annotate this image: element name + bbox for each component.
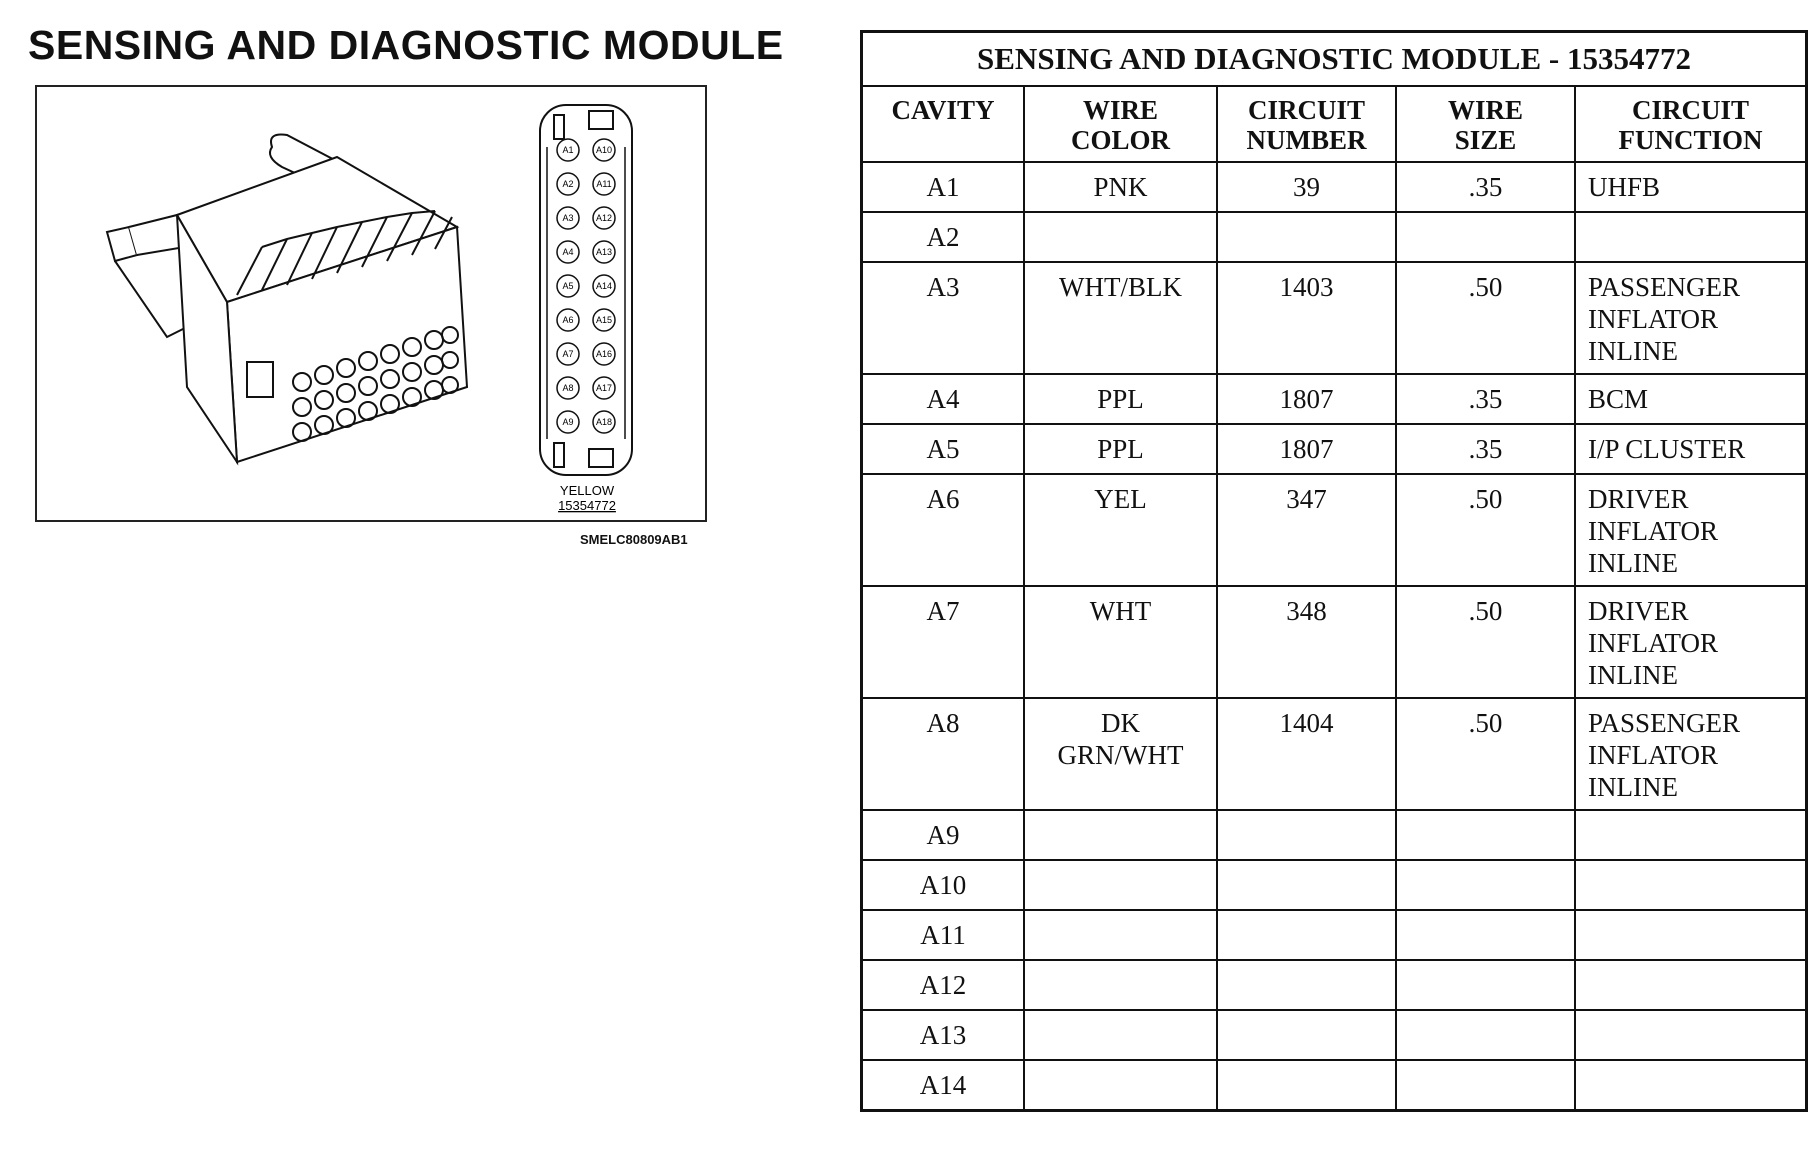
cell-circuit-number: 347 (1217, 474, 1396, 586)
pin-a10-label: A10 (595, 145, 613, 155)
cell-cavity: A1 (862, 162, 1025, 212)
cell-wire-color (1024, 212, 1217, 262)
cell-circuit-function (1575, 960, 1807, 1010)
header-cavity: CAVITY (862, 86, 1025, 162)
header-wire-size (1396, 86, 1575, 162)
pin-a9-label: A9 (562, 417, 574, 427)
pin-a3 (557, 207, 579, 229)
cell-circuit-function: DRIVER INFLATOR INLINE (1575, 474, 1807, 586)
header-wire-size-text: WIRE SIZE (1447, 95, 1523, 155)
cell-circuit-number: 1807 (1217, 374, 1396, 424)
pin-a17 (593, 377, 615, 399)
pin-a11-label: A11 (596, 179, 612, 189)
cell-cavity: A12 (862, 960, 1025, 1010)
cell-wire-size (1396, 910, 1575, 960)
cell-circuit-number (1217, 910, 1396, 960)
table-row (862, 1060, 1807, 1111)
table-row (862, 960, 1807, 1010)
cell-wire-color (1024, 910, 1217, 960)
cell-wire-color: DK GRN/WHT (1024, 698, 1217, 810)
cell-circuit-number: 348 (1217, 586, 1396, 698)
cell-circuit-function (1575, 860, 1807, 910)
pin-a2-label: A2 (562, 179, 574, 189)
cell-wire-color: WHT/BLK (1024, 262, 1217, 374)
cell-circuit-function (1575, 212, 1807, 262)
cell-wire-size (1396, 960, 1575, 1010)
pin-a14-label: A14 (595, 281, 613, 291)
cell-wire-size: .35 (1396, 162, 1575, 212)
cell-circuit-number: 1403 (1217, 262, 1396, 374)
cell-wire-size: .50 (1396, 474, 1575, 586)
cell-circuit-function: PASSENGER INFLATOR INLINE (1575, 698, 1807, 810)
cell-cavity: A11 (862, 910, 1025, 960)
pin-a6-label: A6 (562, 315, 574, 325)
cell-circuit-function: DRIVER INFLATOR INLINE (1575, 586, 1807, 698)
connector-color-label: YELLOW (559, 483, 615, 498)
pin-a2 (557, 173, 579, 195)
cell-cavity: A9 (862, 810, 1025, 860)
table-row (862, 698, 1807, 810)
table-row (862, 860, 1807, 910)
table-row (862, 810, 1807, 860)
pin-a1-label: A1 (562, 145, 574, 155)
cell-wire-color (1024, 960, 1217, 1010)
cell-cavity: A13 (862, 1010, 1025, 1060)
cell-wire-size: .35 (1396, 374, 1575, 424)
header-wire-color (1024, 86, 1217, 162)
table-row (862, 262, 1807, 374)
cell-wire-color: WHT (1024, 586, 1217, 698)
table-row (862, 586, 1807, 698)
connector-pinout-table (860, 30, 1808, 1112)
header-circuit-number (1217, 86, 1396, 162)
cell-wire-color: PNK (1024, 162, 1217, 212)
pin-column-a10-a18 (593, 139, 615, 433)
pin-a6 (557, 309, 579, 331)
connector-illustration (37, 87, 709, 524)
table-title: SENSING AND DIAGNOSTIC MODULE - 15354772 (862, 32, 1807, 87)
cell-cavity: A2 (862, 212, 1025, 262)
pin-a1 (557, 139, 579, 161)
cell-wire-color (1024, 1010, 1217, 1060)
header-circuit-number-text: CIRCUIT NUMBER (1246, 95, 1367, 155)
pin-a17-label: A17 (595, 383, 613, 393)
pin-a10 (593, 139, 615, 161)
cell-circuit-function (1575, 810, 1807, 860)
pin-a11 (593, 173, 615, 195)
table-title-row (862, 32, 1807, 87)
connector-face-view (540, 105, 632, 475)
table-row (862, 424, 1807, 474)
header-circuit-function-text: CIRCUIT FUNCTION (1618, 95, 1763, 155)
pin-a8-label: A8 (562, 383, 574, 393)
cell-circuit-number: 1807 (1217, 424, 1396, 474)
pin-a7-label: A7 (562, 349, 574, 359)
table-row (862, 162, 1807, 212)
cell-wire-size (1396, 860, 1575, 910)
cell-cavity: A7 (862, 586, 1025, 698)
cell-cavity: A4 (862, 374, 1025, 424)
pin-a4 (557, 241, 579, 263)
pin-a3-label: A3 (562, 213, 574, 223)
cell-wire-color (1024, 1060, 1217, 1111)
cell-circuit-number (1217, 1060, 1396, 1111)
cell-wire-color: PPL (1024, 424, 1217, 474)
pin-a5-label: A5 (562, 281, 574, 291)
connector-diagram-frame (35, 85, 707, 522)
pin-a13 (593, 241, 615, 263)
header-wire-color-text: WIRE COLOR (1070, 95, 1170, 155)
pin-a9 (557, 411, 579, 433)
cell-wire-size: .50 (1396, 698, 1575, 810)
cell-wire-color (1024, 810, 1217, 860)
pin-a7 (557, 343, 579, 365)
cell-circuit-function (1575, 1010, 1807, 1060)
cell-circuit-number (1217, 860, 1396, 910)
cell-wire-size (1396, 1010, 1575, 1060)
pin-a4-label: A4 (562, 247, 574, 257)
table-row (862, 212, 1807, 262)
cell-circuit-function: BCM (1575, 374, 1807, 424)
diagram-title: SENSING AND DIAGNOSTIC MODULE (28, 22, 784, 68)
table-header-row (862, 86, 1807, 162)
cell-cavity: A10 (862, 860, 1025, 910)
cell-wire-size (1396, 810, 1575, 860)
table-row (862, 1010, 1807, 1060)
cell-circuit-number: 1404 (1217, 698, 1396, 810)
cell-wire-size: .50 (1396, 262, 1575, 374)
cell-circuit-function: PASSENGER INFLATOR INLINE (1575, 262, 1807, 374)
cell-wire-color: PPL (1024, 374, 1217, 424)
cell-circuit-number (1217, 810, 1396, 860)
table-row (862, 374, 1807, 424)
cell-cavity: A3 (862, 262, 1025, 374)
cell-cavity: A8 (862, 698, 1025, 810)
cell-circuit-number (1217, 1010, 1396, 1060)
cell-circuit-function (1575, 910, 1807, 960)
pin-a16-label: A16 (595, 349, 613, 359)
cell-wire-color (1024, 860, 1217, 910)
pin-a14 (593, 275, 615, 297)
cell-circuit-number (1217, 212, 1396, 262)
pin-a8 (557, 377, 579, 399)
pin-a13-label: A13 (595, 247, 613, 257)
cell-wire-size: .50 (1396, 586, 1575, 698)
pin-column-a1-a9 (557, 139, 579, 433)
cell-cavity: A5 (862, 424, 1025, 474)
cell-cavity: A6 (862, 474, 1025, 586)
pin-a12-label: A12 (595, 213, 613, 223)
pin-a5 (557, 275, 579, 297)
pin-a15-label: A15 (595, 315, 613, 325)
diagram-id: SMELC80809AB1 (580, 532, 688, 547)
pin-a16 (593, 343, 615, 365)
table-row (862, 474, 1807, 586)
cell-circuit-function (1575, 1060, 1807, 1111)
cell-wire-size (1396, 1060, 1575, 1111)
table-row (862, 910, 1807, 960)
cell-wire-size: .35 (1396, 424, 1575, 474)
cell-circuit-function: UHFB (1575, 162, 1807, 212)
connector-perspective-drawing (107, 135, 467, 463)
cell-wire-size (1396, 212, 1575, 262)
pin-a18 (593, 411, 615, 433)
cell-cavity: A14 (862, 1060, 1025, 1111)
cell-circuit-number: 39 (1217, 162, 1396, 212)
cell-circuit-number (1217, 960, 1396, 1010)
cell-circuit-function: I/P CLUSTER (1575, 424, 1807, 474)
pin-a18-label: A18 (595, 417, 613, 427)
cell-wire-color: YEL (1024, 474, 1217, 586)
pin-a12 (593, 207, 615, 229)
pin-a15 (593, 309, 615, 331)
connector-part-number: 15354772 (558, 498, 616, 513)
header-circuit-function (1575, 86, 1807, 162)
